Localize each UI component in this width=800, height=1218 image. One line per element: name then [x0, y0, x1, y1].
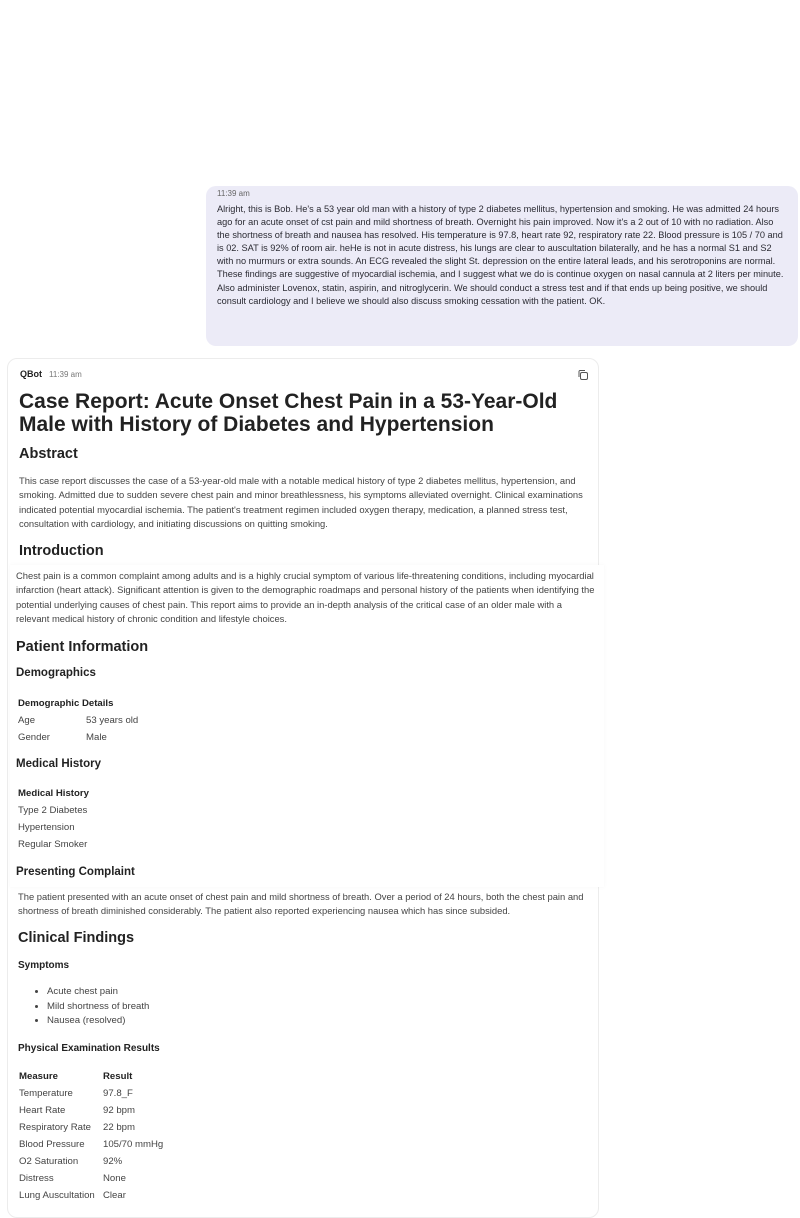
column-header-result: Result: [103, 1071, 133, 1082]
symptoms-list: [18, 985, 149, 1029]
symptoms-heading: Symptoms: [18, 960, 70, 971]
table-row: [18, 729, 138, 746]
measure-cell: O2 Saturation: [19, 1156, 79, 1167]
physical-exam-table: [19, 1068, 163, 1204]
introduction-heading: Introduction: [19, 543, 104, 559]
medical-history-item: Regular Smoker: [18, 839, 88, 850]
column-header-measure: Measure: [19, 1071, 58, 1082]
medical-history-item: Hypertension: [18, 822, 75, 833]
medical-history-item: Type 2 Diabetes: [18, 805, 88, 816]
result-cell: Clear: [103, 1190, 126, 1201]
copy-icon: [577, 369, 589, 381]
user-message-text: Alright, this is Bob. He's a 53 year old man with a history of type 2 diabetes mellitus, hypertension and smoking. He was admitted 24 hours ago for an acute onset of cst pain and mild shortness of breath. Overnight his pain improved. Now it's a 2 out of 10 with no radiation. Also the shortness of breath and nausea has resolved. His temperature is 97.8, heart rate 92, respiratory rate 22. Blood pressure is 105 / 70 and is 02. SAT is 92% of room air. heHe is not in acute distress, his lungs are clear to auscultation bilaterally, and he has a normal S1 and S2 with no murmurs or extra sounds. An ECG revealed the slight St. depression on the entire lateral leads, and his serotroponins are normal. These findings are suggestive of myocardial ischemia, and I suggest what we do is continue oxygen on nasal cannula at 2 liters per minute. Also administer Lovenox, statin, aspirin, and nitroglycerin. We should conduct a stress test and if that ends up being positive, we should consult cardiology and I believe we should also discuss smoking cessation with the patient. OK.: [217, 204, 784, 306]
patient-information-heading: Patient Information: [16, 639, 149, 655]
demographic-value: Male: [86, 732, 107, 743]
measure-cell: Heart Rate: [19, 1105, 66, 1116]
demographic-label: Age: [18, 715, 36, 726]
medical-history-table: [18, 785, 89, 853]
demographics-table-header: Demographic Details: [18, 698, 114, 709]
abstract-text: This case report discusses the case of a 53-year-old male with a notable medical history of type 2 diabetes mellitus, hypertension, and smoking. Admitted due to sudden severe chest pain and minor breathlessness, his symptoms alleviated overnight. Clinical examinations indicated potential myocardial ischemia. The patient's treatment regimen included oxygen therapy, medication, a planned stress test, consultation with cardiology, and initiating discussions on quitting smoking.: [19, 475, 583, 530]
table-row: [18, 819, 89, 836]
table-row: [19, 1085, 163, 1102]
table-row: [19, 1119, 163, 1136]
bot-message-time: 11:39 am: [49, 370, 82, 379]
introduction-text: Chest pain is a common complaint among adults and is a highly crucial symptom of various life-threatening conditions, including myocardial infarction (heart attack). Significant attention is given to the demographic roadmaps and personal history of the patients when identifying the potential underlying causes of chest pain. This report aims to provide an in-depth analysis of the critical case of an older male with a relevant medical history of chronic condition and lifestyle choices.: [16, 570, 595, 625]
result-cell: 22 bpm: [103, 1122, 135, 1133]
list-item: • Mild shortness of breath: [47, 1000, 149, 1015]
table-row: [19, 1187, 163, 1204]
result-cell: None: [103, 1173, 126, 1184]
demographics-table: [18, 695, 138, 746]
table-header-row: [19, 1068, 163, 1085]
bot-name: QBot: [20, 369, 42, 379]
demographic-value: 53 years old: [86, 715, 139, 726]
demographic-label: Gender: [18, 732, 50, 743]
table-row: [18, 802, 89, 819]
user-message: [206, 186, 798, 346]
physical-exam-heading: Physical Examination Results: [18, 1043, 160, 1054]
measure-cell: Blood Pressure: [19, 1139, 85, 1150]
user-message-time: 11:39 am: [217, 189, 250, 198]
presenting-complaint-heading: Presenting Complaint: [16, 866, 135, 878]
table-header-row: [18, 695, 138, 712]
result-cell: 105/70 mmHg: [103, 1139, 164, 1150]
result-cell: 92%: [103, 1156, 123, 1167]
table-header-row: [18, 785, 89, 802]
bot-message-header: [20, 369, 82, 379]
table-row: [19, 1170, 163, 1187]
abstract-heading: Abstract: [19, 446, 78, 462]
measure-cell: Distress: [19, 1173, 54, 1184]
measure-cell: Respiratory Rate: [19, 1122, 91, 1133]
list-item: • Nausea (resolved): [47, 1014, 149, 1029]
list-item: • Acute chest pain: [47, 985, 149, 1000]
table-row: [18, 712, 138, 729]
result-cell: 92 bpm: [103, 1105, 135, 1116]
medical-history-table-header: Medical History: [18, 788, 89, 799]
report-title: Case Report: Acute Onset Chest Pain in a 53-Year-Old Male with History of Diabetes and Hypertension: [19, 390, 558, 436]
table-row: [18, 836, 89, 853]
table-row: [19, 1153, 163, 1170]
demographics-heading: Demographics: [16, 667, 96, 679]
copy-button[interactable]: [576, 369, 590, 383]
medical-history-heading: Medical History: [16, 758, 101, 770]
presenting-complaint-text: The patient presented with an acute onset of chest pain and mild shortness of breath. Over a period of 24 hours, both the chest pain and shortness of breath diminished considerably. The patient also reported experiencing nausea which has since subsided.: [18, 891, 584, 917]
measure-cell: Lung Auscultation: [19, 1190, 95, 1201]
table-row: [19, 1136, 163, 1153]
result-cell: 97.8_F: [103, 1088, 133, 1099]
table-row: [19, 1102, 163, 1119]
clinical-findings-heading: Clinical Findings: [18, 930, 135, 946]
measure-cell: Temperature: [19, 1088, 73, 1099]
